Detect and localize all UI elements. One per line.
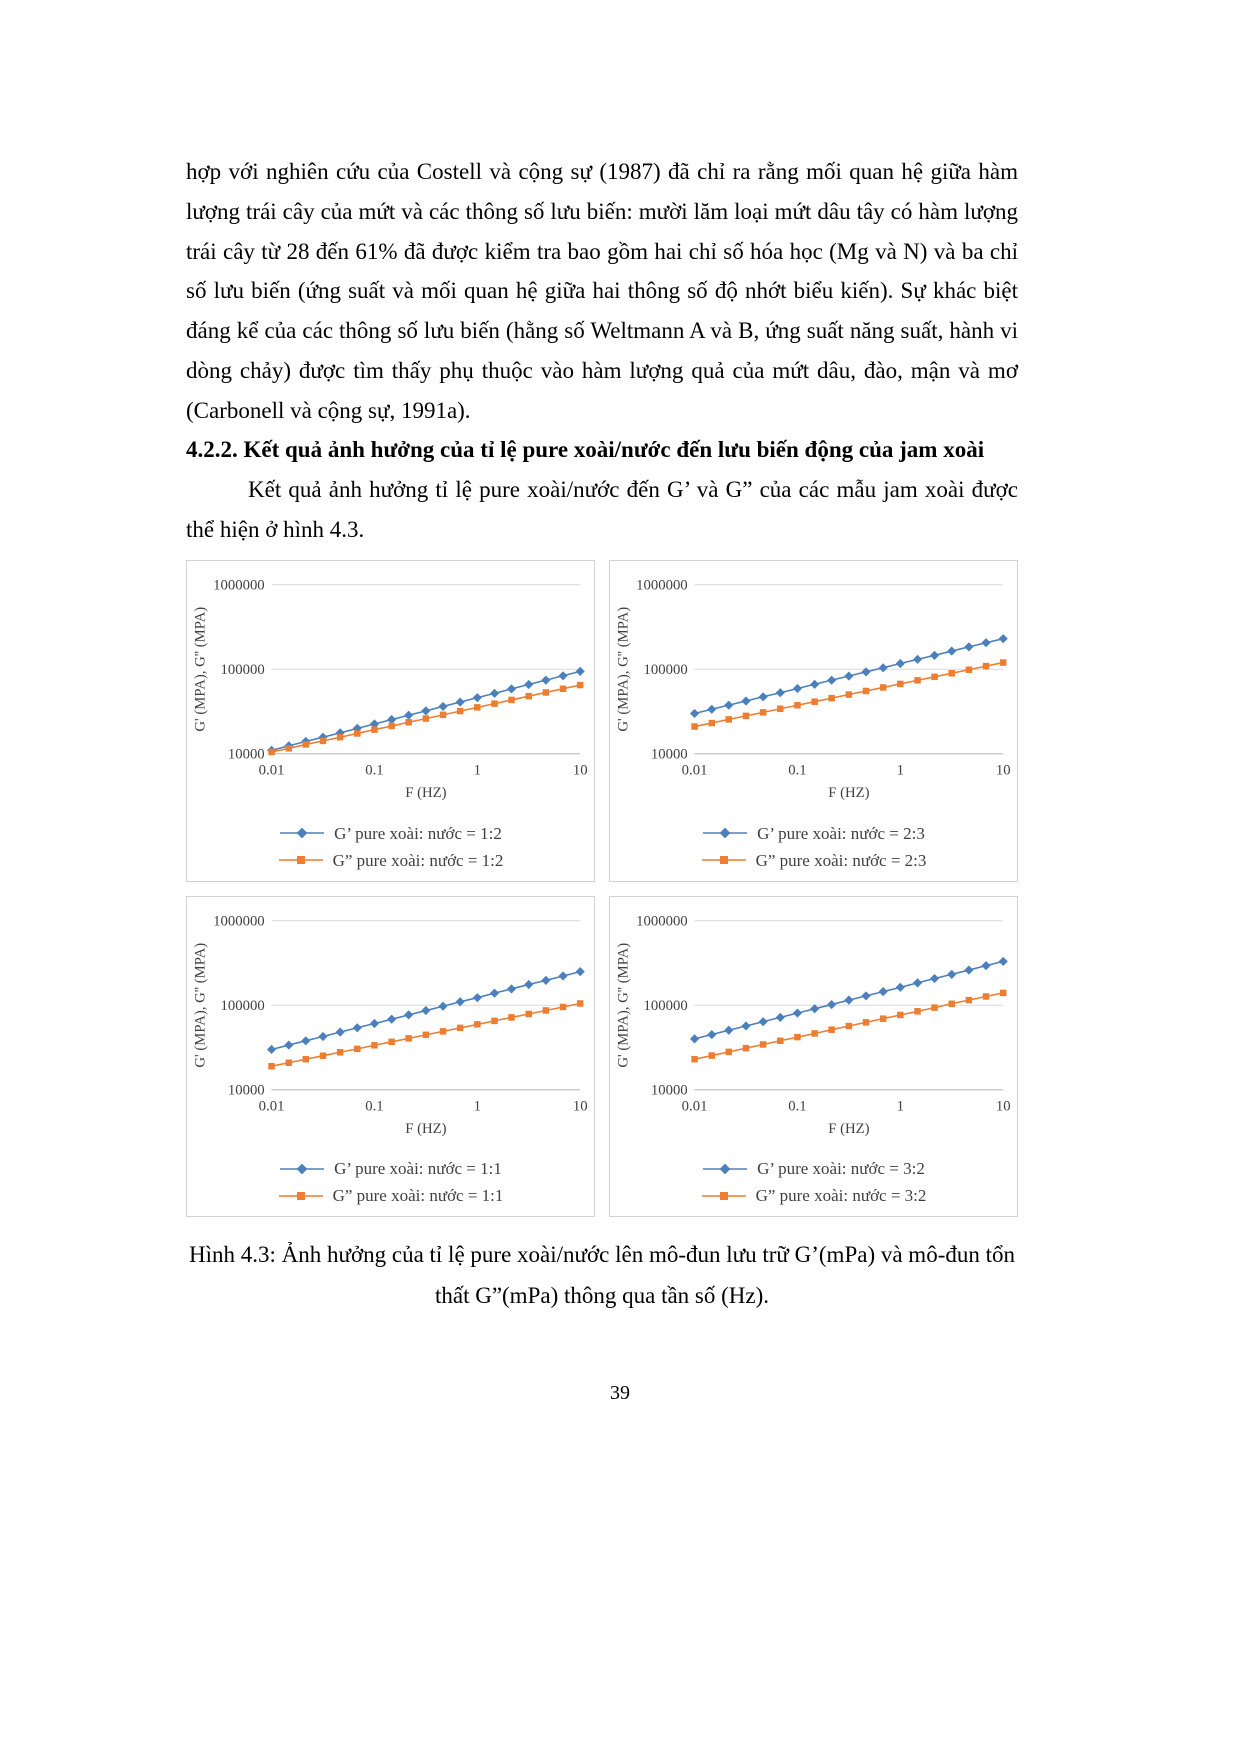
legend-marker-square-icon (701, 853, 747, 867)
marker-diamond-icon (524, 979, 533, 988)
legend-marker-square-icon (701, 1189, 747, 1203)
legend-item (279, 825, 502, 842)
marker-diamond-icon (981, 638, 990, 647)
marker-square-icon (914, 1008, 920, 1014)
marker-square-icon (897, 1011, 903, 1017)
marker-square-icon (371, 726, 377, 732)
legend-marker-diamond-icon (279, 1162, 325, 1176)
marker-square-icon (777, 1037, 783, 1043)
y-tick-label: 1000000 (636, 913, 688, 930)
marker-square-icon (491, 700, 497, 706)
marker-diamond-icon (438, 1001, 447, 1010)
marker-diamond-icon (507, 684, 516, 693)
marker-diamond-icon (793, 684, 802, 693)
legend-label: G” pure xoài: nước = 3:2 (755, 1186, 927, 1206)
marker-diamond-icon (913, 655, 922, 664)
marker-diamond-icon (999, 634, 1008, 643)
marker-diamond-icon (576, 967, 585, 976)
chart-pure-xoai-nuoc-1-2 (186, 560, 595, 882)
marker-diamond-icon (879, 987, 888, 996)
marker-diamond-icon (947, 969, 956, 978)
marker-diamond-icon (981, 961, 990, 970)
marker-diamond-icon (404, 1010, 413, 1019)
marker-diamond-icon (456, 697, 465, 706)
marker-diamond-icon (707, 705, 716, 714)
legend-item (279, 1160, 502, 1177)
marker-square-icon (543, 689, 549, 695)
y-tick-label: 1000000 (636, 577, 688, 594)
marker-square-icon (286, 745, 292, 751)
chart-plot-area (612, 905, 1015, 1153)
x-tick-label: 0.1 (788, 762, 807, 779)
legend-label: G” pure xoài: nước = 1:2 (332, 850, 504, 870)
marker-diamond-icon (776, 1012, 785, 1021)
marker-square-icon (983, 993, 989, 999)
marker-square-icon (405, 719, 411, 725)
marker-diamond-icon (490, 689, 499, 698)
marker-square-icon (457, 1024, 463, 1030)
chart-plot-area (612, 569, 1015, 817)
marker-square-icon (491, 1017, 497, 1023)
y-tick-label: 100000 (643, 661, 688, 678)
legend-item (702, 825, 925, 842)
marker-square-icon (354, 730, 360, 736)
marker-diamond-icon (724, 1025, 733, 1034)
legend-marker-diamond-icon (702, 826, 748, 840)
legend-marker-square-icon (278, 1189, 324, 1203)
x-axis-title: F (HZ) (828, 784, 870, 801)
marker-square-icon (440, 711, 446, 717)
x-tick-label: 10 (572, 1097, 588, 1114)
marker-square-icon (1000, 659, 1006, 665)
y-axis-title: G' (MPA), G'' (MPA) (192, 942, 209, 1068)
marker-diamond-icon (301, 1036, 310, 1045)
legend-label: G’ pure xoài: nước = 1:2 (334, 823, 502, 843)
marker-diamond-icon (707, 1029, 716, 1038)
marker-diamond-icon (964, 642, 973, 651)
marker-diamond-icon (861, 991, 870, 1000)
x-tick-label: 1 (896, 762, 905, 779)
marker-square-icon (726, 716, 732, 722)
marker-square-icon (743, 712, 749, 718)
marker-diamond-icon (741, 1021, 750, 1030)
marker-square-icon (286, 1059, 292, 1065)
x-axis-title: F (HZ) (405, 784, 447, 801)
marker-square-icon (268, 1062, 274, 1068)
marker-diamond-icon (879, 663, 888, 672)
marker-square-icon (560, 685, 566, 691)
marker-square-icon (303, 1055, 309, 1061)
y-axis-title: G' (MPA), G'' (MPA) (192, 606, 209, 732)
marker-square-icon (983, 663, 989, 669)
marker-diamond-icon (930, 973, 939, 982)
marker-diamond-icon (353, 1023, 362, 1032)
y-tick-label: 100000 (220, 997, 265, 1014)
marker-diamond-icon (827, 999, 836, 1008)
marker-diamond-icon (558, 971, 567, 980)
marker-diamond-icon (913, 978, 922, 987)
marker-diamond-icon (541, 975, 550, 984)
marker-square-icon (966, 666, 972, 672)
marker-square-icon (931, 1004, 937, 1010)
marker-square-icon (423, 715, 429, 721)
x-tick-label: 10 (572, 762, 588, 779)
marker-square-icon (760, 1041, 766, 1047)
marker-square-icon (726, 1048, 732, 1054)
marker-diamond-icon (404, 710, 413, 719)
marker-square-icon (948, 670, 954, 676)
marker-square-icon (691, 723, 697, 729)
marker-square-icon (354, 1045, 360, 1051)
legend-label: G” pure xoài: nước = 1:1 (332, 1186, 504, 1206)
marker-diamond-icon (473, 693, 482, 702)
marker-diamond-icon (387, 1014, 396, 1023)
marker-square-icon (388, 1038, 394, 1044)
marker-square-icon (863, 688, 869, 694)
y-tick-label: 100000 (220, 661, 265, 678)
marker-diamond-icon (438, 702, 447, 711)
marker-diamond-icon (576, 667, 585, 676)
marker-diamond-icon (267, 1044, 276, 1053)
marker-diamond-icon (793, 1008, 802, 1017)
legend-label: G’ pure xoài: nước = 2:3 (757, 823, 925, 843)
y-tick-label: 100000 (643, 997, 688, 1014)
marker-square-icon (525, 693, 531, 699)
y-tick-label: 10000 (227, 746, 265, 763)
x-tick-label: 0.01 (258, 1097, 285, 1114)
chart-plot-svg (612, 905, 1015, 1153)
chart-plot-svg (189, 905, 592, 1153)
chart-pure-xoai-nuoc-3-2 (609, 896, 1018, 1218)
x-tick-label: 0.1 (365, 1097, 384, 1114)
marker-diamond-icon (896, 659, 905, 668)
marker-square-icon (828, 1026, 834, 1032)
y-tick-label: 10000 (650, 746, 688, 763)
marker-diamond-icon (284, 1040, 293, 1049)
marker-diamond-icon (741, 696, 750, 705)
figure-4-3-chart-grid (186, 560, 1018, 1217)
page-content (186, 152, 1018, 1317)
legend-marker-diamond-icon (702, 1162, 748, 1176)
x-tick-label: 0.01 (258, 762, 285, 779)
marker-diamond-icon (336, 1027, 345, 1036)
marker-diamond-icon (421, 706, 430, 715)
marker-square-icon (743, 1044, 749, 1050)
legend-marker-diamond-icon (279, 826, 325, 840)
marker-square-icon (577, 1000, 583, 1006)
marker-square-icon (777, 705, 783, 711)
marker-square-icon (525, 1010, 531, 1016)
marker-square-icon (303, 741, 309, 747)
chart-legend (189, 1160, 592, 1204)
marker-diamond-icon (861, 667, 870, 676)
y-tick-label: 10000 (227, 1082, 265, 1099)
marker-square-icon (948, 1000, 954, 1006)
marker-square-icon (371, 1042, 377, 1048)
paragraph-intro-figure: Kết quả ảnh hưởng tỉ lệ pure xoài/nước đến G’ và G” của các mẫu jam xoài được thể hiện ở hình 4.3. (186, 477, 1018, 543)
marker-diamond-icon (810, 680, 819, 689)
x-tick-label: 1 (896, 1097, 905, 1114)
marker-diamond-icon (776, 688, 785, 697)
x-tick-label: 0.01 (681, 1097, 708, 1114)
figure-4-3-caption: Hình 4.3: Ảnh hưởng của tỉ lệ pure xoài/nước lên mô-đun lưu trữ G’(mPa) và mô-đun tổn thất G”(mPa) thông qua tần số (Hz). (188, 1242, 1015, 1309)
marker-square-icon (440, 1028, 446, 1034)
marker-diamond-icon (724, 700, 733, 709)
marker-square-icon (337, 1049, 343, 1055)
legend-item (701, 1187, 927, 1204)
marker-diamond-icon (999, 956, 1008, 965)
y-tick-label: 1000000 (213, 913, 265, 930)
marker-diamond-icon (490, 988, 499, 997)
marker-square-icon (268, 749, 274, 755)
marker-diamond-icon (318, 1031, 327, 1040)
marker-diamond-icon (541, 675, 550, 684)
chart-legend (612, 825, 1015, 869)
marker-square-icon (405, 1035, 411, 1041)
x-tick-label: 1 (473, 762, 482, 779)
legend-marker-square-icon (278, 853, 324, 867)
chart-legend (189, 825, 592, 869)
marker-diamond-icon (690, 709, 699, 718)
x-tick-label: 0.1 (788, 1097, 807, 1114)
chart-plot-area (189, 905, 592, 1153)
marker-square-icon (828, 695, 834, 701)
y-tick-label: 1000000 (213, 577, 265, 594)
y-axis-title: G' (MPA), G'' (MPA) (615, 942, 632, 1068)
section-heading-4-2-2: 4.2.2. Kết quả ảnh hưởng của tỉ lệ pure xoài/nước đến lưu biến động của jam xoài (186, 437, 985, 463)
marker-square-icon (880, 684, 886, 690)
marker-square-icon (846, 691, 852, 697)
x-axis-title: F (HZ) (828, 1120, 870, 1137)
y-axis-title: G' (MPA), G'' (MPA) (615, 606, 632, 732)
marker-square-icon (794, 1033, 800, 1039)
marker-square-icon (474, 704, 480, 710)
marker-square-icon (543, 1007, 549, 1013)
marker-square-icon (508, 696, 514, 702)
marker-diamond-icon (370, 1018, 379, 1027)
page-number: 39 (610, 1382, 630, 1404)
marker-square-icon (966, 996, 972, 1002)
marker-diamond-icon (844, 995, 853, 1004)
marker-square-icon (320, 737, 326, 743)
marker-square-icon (709, 720, 715, 726)
marker-diamond-icon (421, 1005, 430, 1014)
marker-diamond-icon (387, 715, 396, 724)
legend-item (278, 852, 504, 869)
marker-square-icon (897, 680, 903, 686)
x-tick-label: 10 (995, 1097, 1011, 1114)
marker-square-icon (931, 673, 937, 679)
marker-square-icon (794, 702, 800, 708)
marker-square-icon (1000, 989, 1006, 995)
legend-label: G’ pure xoài: nước = 3:2 (757, 1159, 925, 1179)
chart-legend (612, 1160, 1015, 1204)
marker-diamond-icon (759, 692, 768, 701)
marker-diamond-icon (827, 675, 836, 684)
marker-square-icon (863, 1019, 869, 1025)
chart-pure-xoai-nuoc-1-1 (186, 896, 595, 1218)
marker-square-icon (811, 698, 817, 704)
x-tick-label: 0.01 (681, 762, 708, 779)
legend-label: G” pure xoài: nước = 2:3 (755, 850, 927, 870)
marker-square-icon (560, 1003, 566, 1009)
marker-square-icon (760, 709, 766, 715)
marker-diamond-icon (930, 651, 939, 660)
chart-plot-svg (612, 569, 1015, 817)
marker-square-icon (337, 734, 343, 740)
marker-square-icon (388, 723, 394, 729)
marker-diamond-icon (473, 993, 482, 1002)
marker-diamond-icon (844, 671, 853, 680)
chart-plot-area (189, 569, 592, 817)
marker-diamond-icon (947, 646, 956, 655)
marker-diamond-icon (507, 984, 516, 993)
marker-diamond-icon (964, 965, 973, 974)
marker-diamond-icon (896, 982, 905, 991)
marker-square-icon (914, 677, 920, 683)
marker-square-icon (474, 1021, 480, 1027)
x-tick-label: 1 (473, 1097, 482, 1114)
chart-plot-svg (189, 569, 592, 817)
legend-item (702, 1160, 925, 1177)
marker-square-icon (423, 1031, 429, 1037)
marker-square-icon (880, 1015, 886, 1021)
marker-square-icon (457, 708, 463, 714)
marker-diamond-icon (524, 680, 533, 689)
y-tick-label: 10000 (650, 1082, 688, 1099)
x-axis-title: F (HZ) (405, 1120, 447, 1137)
chart-pure-xoai-nuoc-2-3 (609, 560, 1018, 882)
legend-label: G’ pure xoài: nước = 1:1 (334, 1159, 502, 1179)
marker-diamond-icon (690, 1034, 699, 1043)
marker-square-icon (508, 1014, 514, 1020)
marker-square-icon (709, 1052, 715, 1058)
paragraph-costell: hợp với nghiên cứu của Costell và cộng sự (1987) đã chỉ ra rằng mối quan hệ giữa hàm lượng trái cây của mứt và các thông số lưu biến: mười lăm loại mứt dâu tây có hàm lượng trái cây từ 28 đến 61% đã được kiểm tra bao gồm hai chỉ số hóa học (Mg và N) và ba chỉ số lưu biến (ứng suất và mối quan hệ giữa hai thông số độ nhớt biểu kiến). Sự khác biệt đáng kể của các thông số lưu biến (hằng số Weltmann A và B, ứng suất năng suất, hành vi dòng chảy) được tìm thấy phụ thuộc vào hàm lượng quả của mứt dâu, đào, mận và mơ (Carbonell và cộng sự, 1991a). (186, 159, 1018, 423)
legend-item (701, 852, 927, 869)
marker-square-icon (320, 1052, 326, 1058)
x-tick-label: 0.1 (365, 762, 384, 779)
marker-diamond-icon (558, 671, 567, 680)
marker-square-icon (811, 1030, 817, 1036)
marker-diamond-icon (759, 1017, 768, 1026)
marker-square-icon (691, 1055, 697, 1061)
marker-square-icon (846, 1022, 852, 1028)
marker-square-icon (577, 682, 583, 688)
legend-item (278, 1187, 504, 1204)
x-tick-label: 10 (995, 762, 1011, 779)
